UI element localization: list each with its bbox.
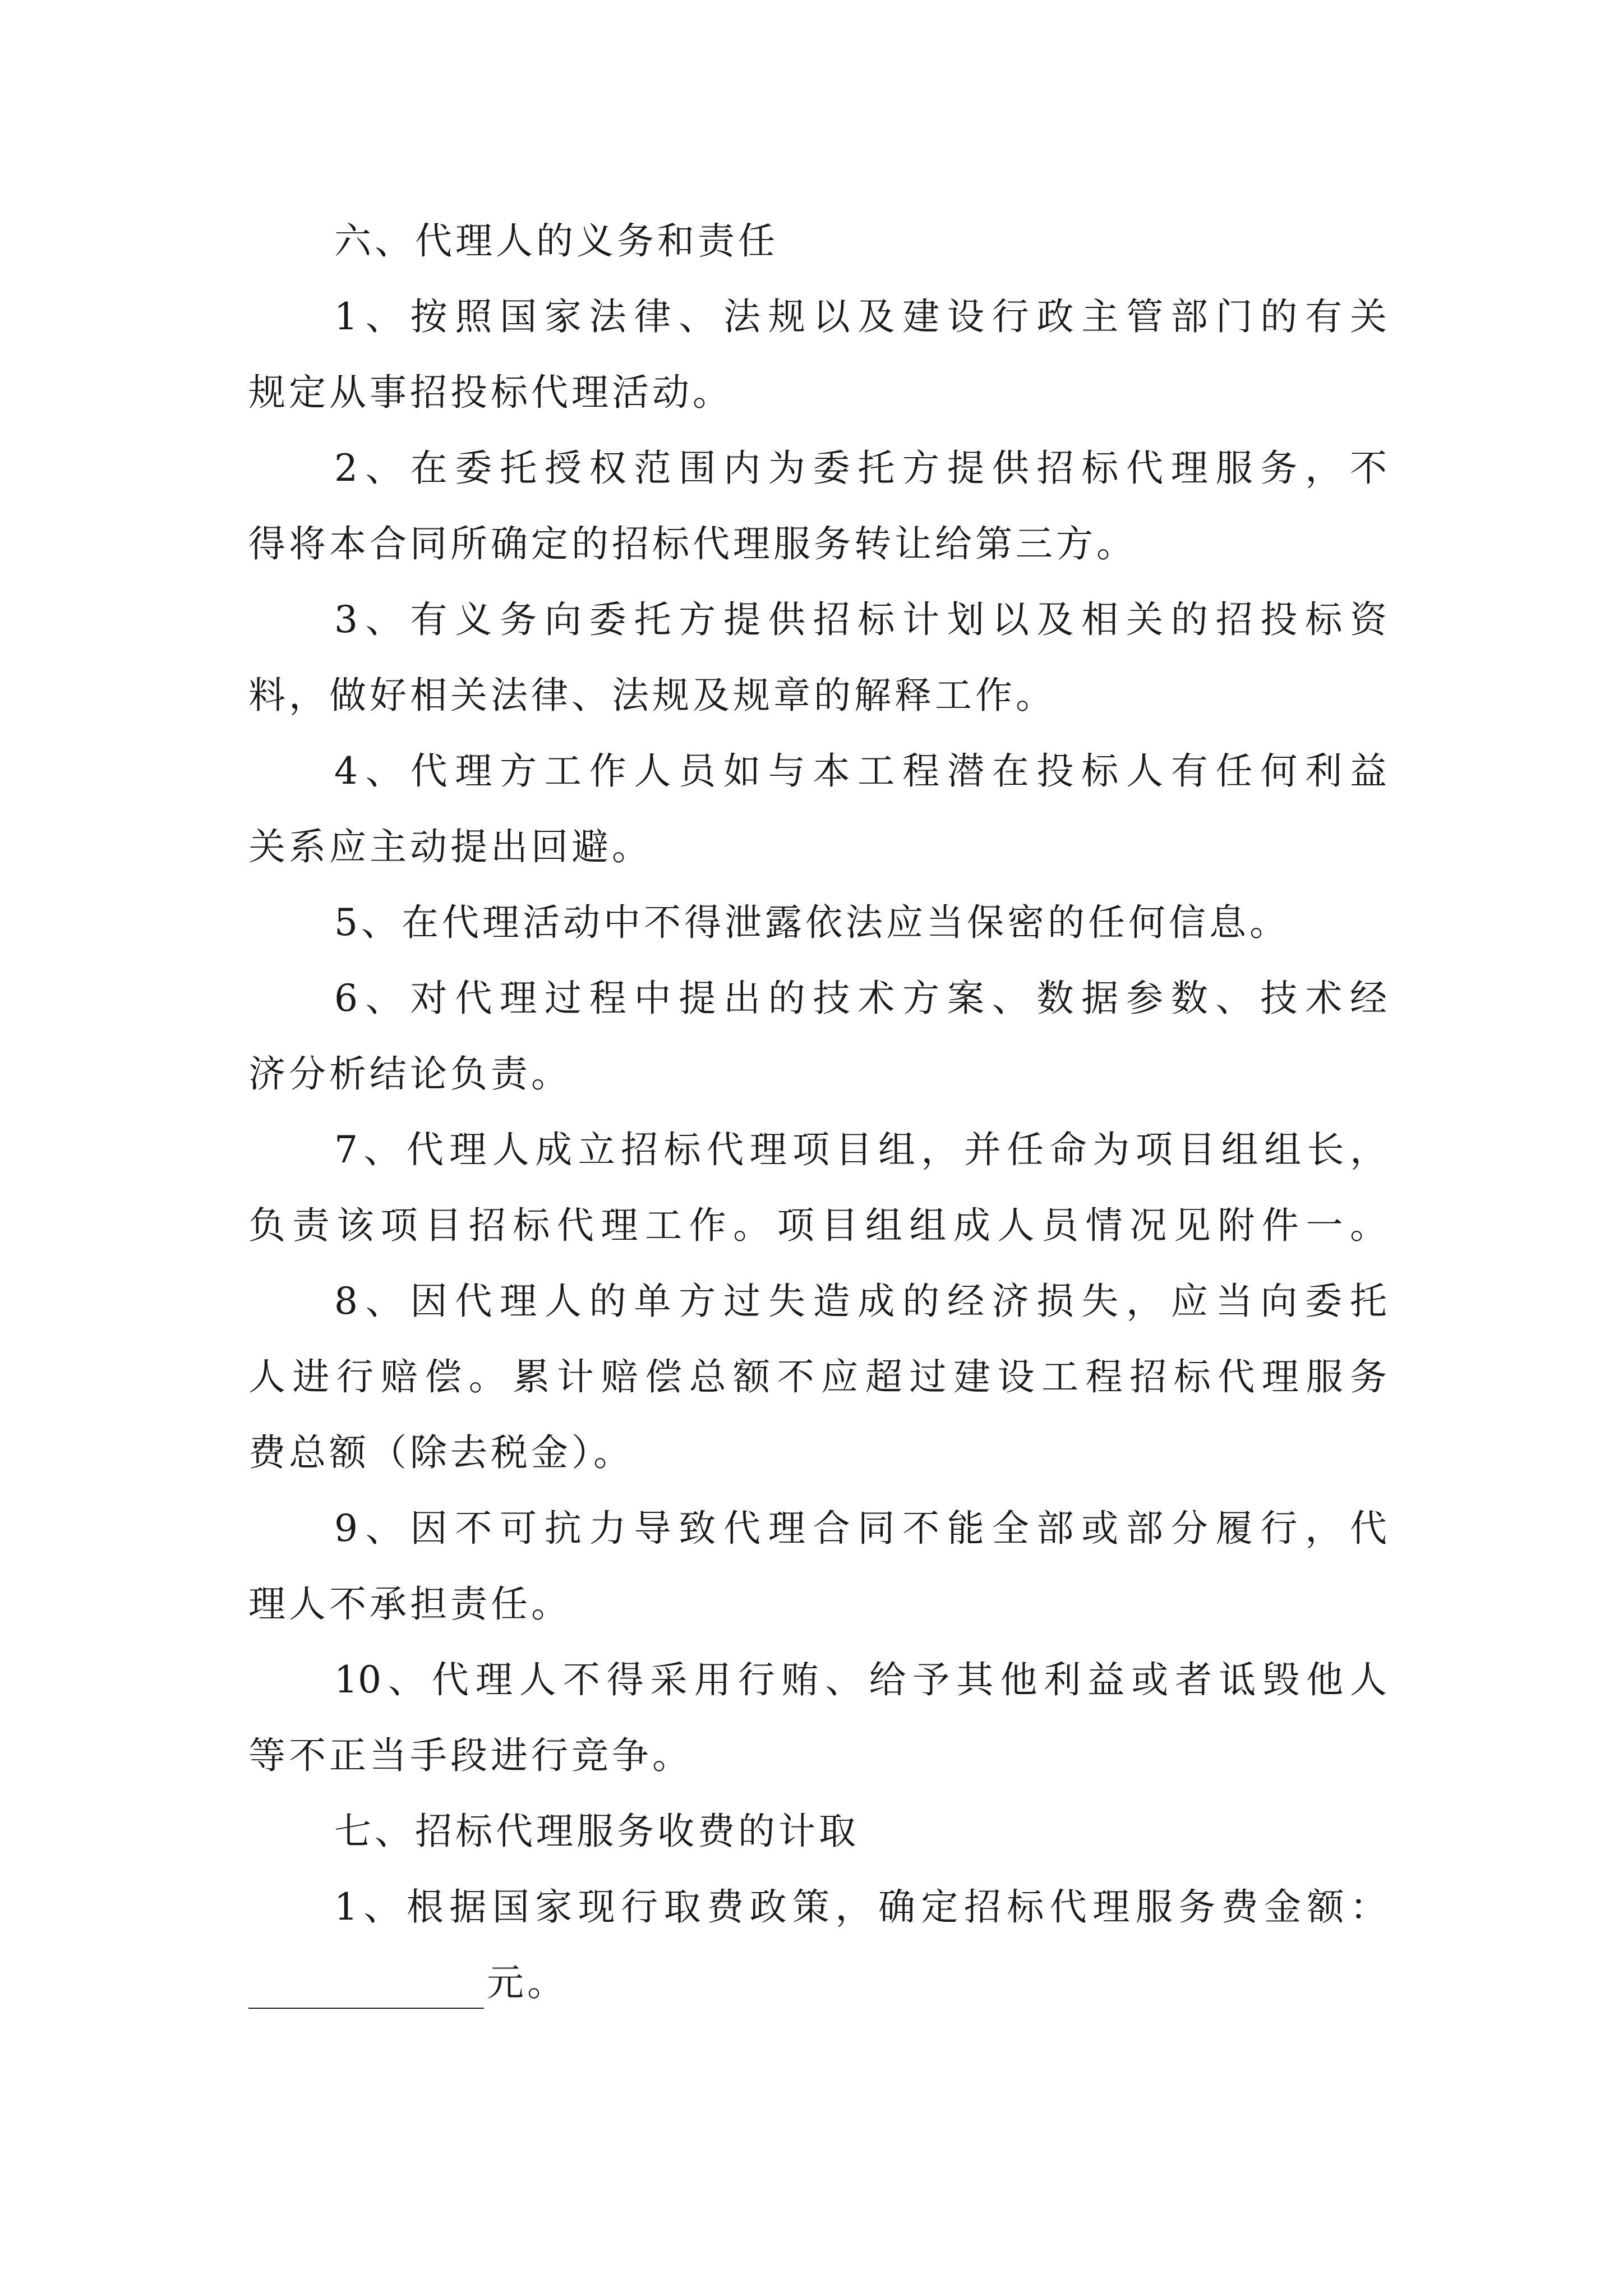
item-6-line-2: 济分析结论负责。	[248, 1052, 571, 1096]
item-5-line-1: 5、在代理活动中不得泄露依法应当保密的任何信息。	[334, 901, 1290, 944]
item-1-line-2: 规定从事招投标代理活动。	[248, 371, 733, 414]
item-9-line-2: 理人不承担责任。	[248, 1582, 571, 1626]
item-4-line-1: 4、代理方工作人员如与本工程潜在投标人有任何利益	[334, 749, 1387, 793]
item-1-line-1: 1、按照国家法律、法规以及建设行政主管部门的有关	[334, 295, 1387, 338]
item-8-line-3: 费总额（除去税金）。	[248, 1431, 634, 1474]
item-2-line-1: 2、在委托授权范围内为委托方提供招标代理服务，不	[334, 447, 1387, 490]
fee-item-1-line-2: 元。	[487, 1961, 568, 2004]
item-4-line-2: 关系应主动提出回避。	[248, 825, 652, 868]
item-3-line-2: 料，做好相关法律、法规及规章的解释工作。	[248, 674, 1056, 717]
item-3-line-1: 3、有义务向委托方提供招标计划以及相关的招投标资	[334, 598, 1387, 641]
section-7-heading: 七、招标代理服务收费的计取	[334, 1810, 859, 1853]
item-7-line-1: 7、代理人成立招标代理项目组，并任命为项目组组长，	[334, 1128, 1387, 1171]
item-10-line-2: 等不正当手段进行竞争。	[248, 1734, 693, 1777]
fee-item-1-line-1: 1、根据国家现行取费政策，确定招标代理服务费金额：	[334, 1885, 1387, 1929]
item-8-line-2: 人进行赔偿。累计赔偿总额不应超过建设工程招标代理服务	[248, 1355, 1387, 1398]
item-7-line-2: 负责该项目招标代理工作。项目组组成人员情况见附件一。	[248, 1204, 1387, 1247]
item-6-line-1: 6、对代理过程中提出的技术方案、数据参数、技术经	[334, 977, 1387, 1020]
item-9-line-1: 9、因不可抗力导致代理合同不能全部或部分履行，代	[334, 1507, 1387, 1550]
item-10-line-1: 10、代理人不得采用行贿、给予其他利益或者诋毁他人	[334, 1658, 1387, 1701]
item-2-line-2: 得将本合同所确定的招标代理服务转让给第三方。	[248, 522, 1137, 565]
item-8-line-1: 8、因代理人的单方过失造成的经济损失，应当向委托	[334, 1280, 1387, 1323]
fee-amount-blank	[248, 2007, 484, 2009]
section-6-heading: 六、代理人的义务和责任	[334, 219, 778, 263]
